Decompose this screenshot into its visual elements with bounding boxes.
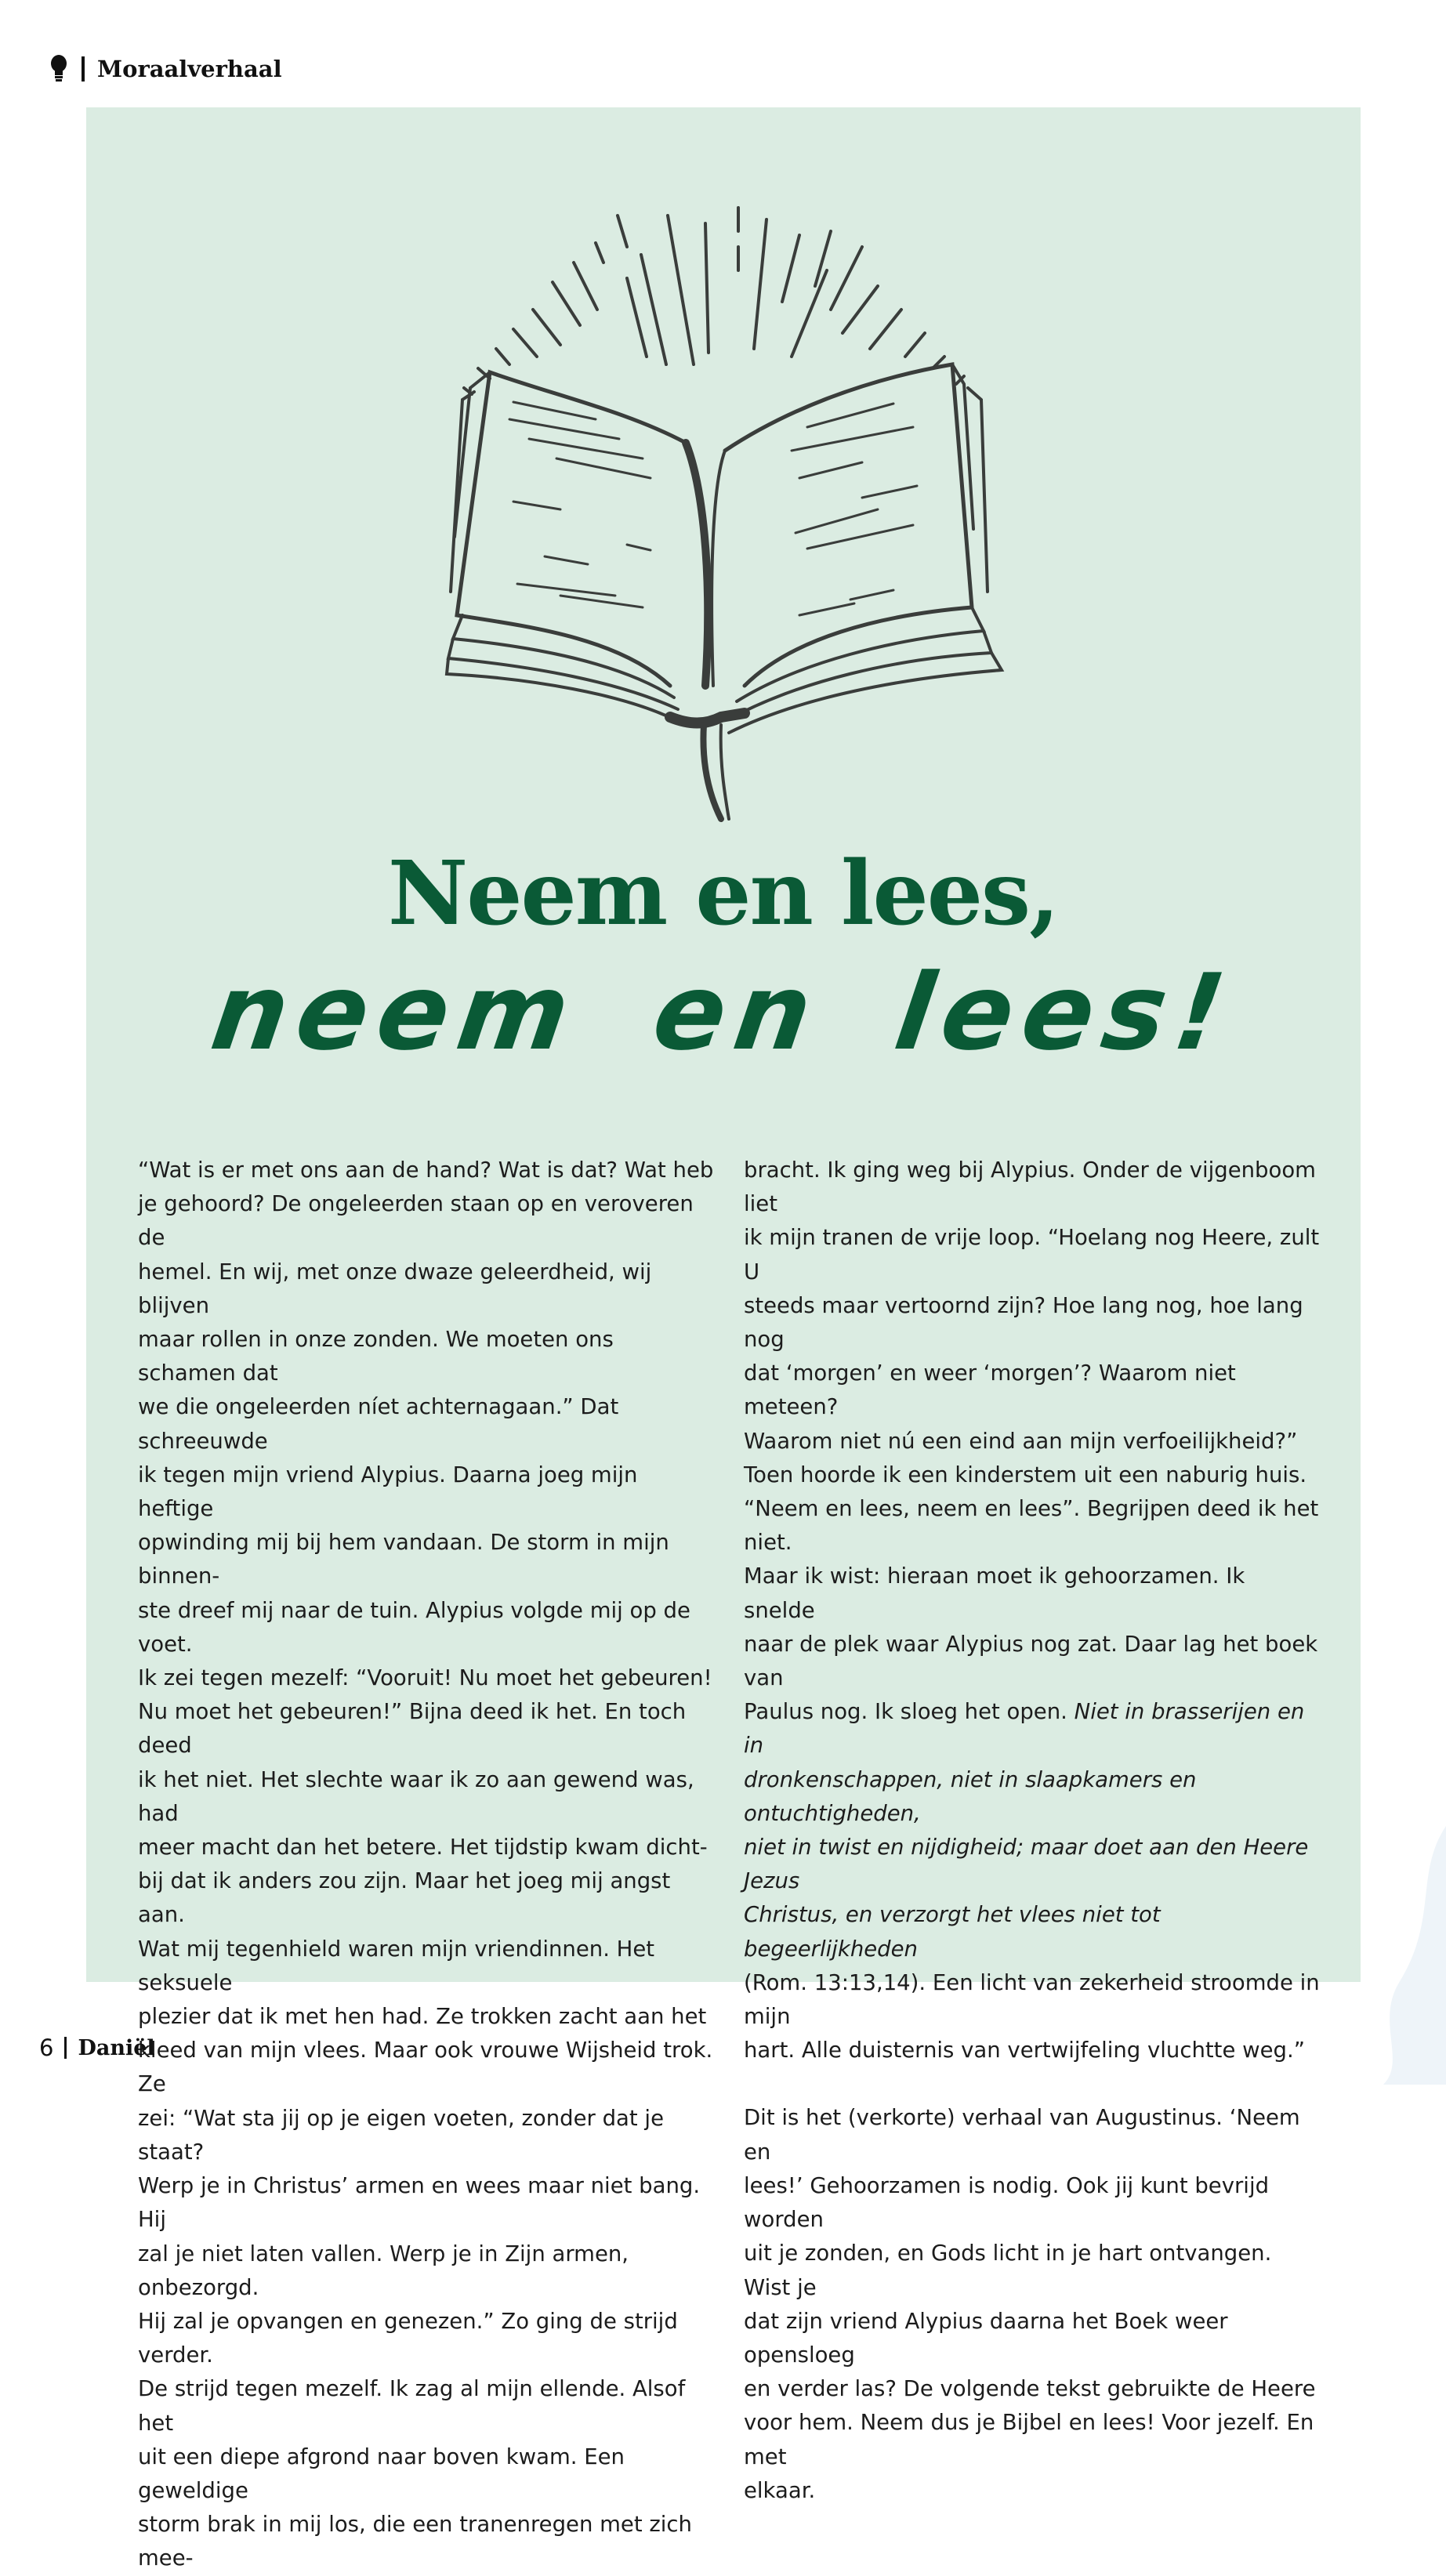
text-line: hemel. En wij, met onze dwaze geleerdheid, wij blijven — [138, 1259, 652, 1318]
text-line: Nu moet het gebeuren!” Bijna deed ik het. En toch deed — [138, 1699, 687, 1759]
text-line: Wat mij tegenhield waren mijn vriendinnen. Het seksuele — [138, 1936, 655, 1995]
text-line: Dit is het (verkorte) verhaal van Augustinus. ‘Neem en — [744, 2105, 1300, 2165]
text-line: plezier dat ik met hen had. Ze trokken zacht aan het — [138, 2004, 707, 2030]
scripture-quote: Niet in brasserijen en in — [744, 1699, 1305, 1759]
text-line: voor hem. Neem dus je Bijbel en lees! Voor jezelf. En met — [744, 2410, 1314, 2469]
text-line: dronkenschappen, niet in slaapkamers en ontuchtigheden, — [744, 1766, 1197, 1826]
text-line: (Rom. 13:13,14). Een licht van zekerheid stroomde in mijn — [744, 1969, 1320, 2030]
text-line: ste dreef mij naar de tuin. Alypius volgde mij op de voet. — [138, 1597, 690, 1657]
text-line: storm brak in mij los, die een tranenregen met zich mee- — [138, 2512, 692, 2571]
magazine-name: Daniël — [78, 2035, 155, 2060]
text-line: niet in twist en nijdigheid; maar doet aan den Heere Jezus — [744, 1835, 1309, 1894]
section-label: Moraalverhaal — [97, 56, 282, 82]
text-line: ik mijn tranen de vrije loop. “Hoelang nog Heere, zult U — [744, 1225, 1320, 1284]
lightbulb-icon — [50, 55, 67, 83]
text-line: zal je niet laten vallen. Werp je in Zijn armen, onbezorgd. — [138, 2241, 629, 2300]
text-line: uit je zonden, en Gods licht in je hart ontvangen. Wist je — [744, 2241, 1272, 2300]
text-line: uit een diepe afgrond naar boven kwam. Een geweldige — [138, 2444, 625, 2503]
text-line: Toen hoorde ik een kinderstem uit een naburig huis. — [744, 1462, 1307, 1487]
text-line: we die ongeleerden níet achternagaan.” Dat schreeuwde — [138, 1394, 619, 1454]
open-book-icon — [392, 200, 1058, 842]
text-line: maar rollen in onze zonden. We moeten ons schamen dat — [138, 1327, 614, 1386]
text-line: Werp je in Christus’ armen en wees maar niet bang. Hij — [138, 2173, 701, 2233]
text-line: De strijd tegen mezelf. Ik zag al mijn ellende. Alsof het — [138, 2376, 686, 2436]
headline: Neem en lees, — [387, 842, 1059, 945]
text-line: lees!’ Gehoorzamen is nodig. Ook jij kunt bevrijd worden — [744, 2172, 1270, 2233]
article-column-right — [744, 1154, 1320, 2508]
page-number: 6 — [39, 2034, 54, 2061]
article-column-left — [138, 1154, 714, 2576]
text-line — [744, 1695, 1320, 1763]
text-line: steeds maar vertoornd zijn? Hoe lang nog, hoe lang nog — [744, 1292, 1303, 1353]
headline-script: neem en lees! — [205, 951, 1241, 1074]
text-line: hart. Alle duisternis van vertwijfeling vluchtte weg.” — [744, 2038, 1305, 2063]
text-line: naar de plek waar Alypius nog zat. Daar lag het boek van — [744, 1631, 1318, 1691]
text-line: “Neem en lees, neem en lees”. Begrijpen deed ik het niet. — [744, 1496, 1319, 1556]
text-line: Maar ik wist: hieraan moet ik gehoorzamen. Ik snelde — [744, 1563, 1245, 1623]
text-line: elkaar. — [744, 2477, 816, 2503]
text-line: dat ‘morgen’ en weer ‘morgen’? Waarom niet meteen? — [744, 1360, 1236, 1420]
text-line: Waarom niet nú een eind aan mijn verfoeilijkheid?” — [744, 1428, 1298, 1454]
watercolor-decoration — [1352, 1826, 1446, 2085]
text-line: ik tegen mijn vriend Alypius. Daarna joeg mijn heftige — [138, 1462, 638, 1522]
text-line: dat zijn vriend Alypius daarna het Boek weer opensloeg — [744, 2308, 1228, 2368]
text-run: Paulus nog. Ik sloeg het open. — [744, 1699, 1075, 1725]
text-line: “Wat is er met ons aan de hand? Wat is dat? Wat heb — [138, 1158, 714, 1183]
footer-divider — [64, 2037, 67, 2059]
text-line: meer macht dan het betere. Het tijdstip kwam dicht- — [138, 1835, 708, 1860]
text-line: Ik zei tegen mezelf: “Vooruit! Nu moet het gebeuren! — [138, 1665, 712, 1691]
page-footer — [39, 2034, 155, 2061]
text-line: opwinding mij bij hem vandaan. De storm in mijn binnen- — [138, 1530, 669, 1589]
text-line: Hij zal je opvangen en genezen.” Zo ging de strijd verder. — [138, 2308, 678, 2368]
text-line: zei: “Wat sta jij op je eigen voeten, zonder dat je staat? — [138, 2105, 664, 2165]
text-line: je gehoord? De ongeleerden staan op en veroveren de — [138, 1191, 694, 1251]
text-line: ik het niet. Het slechte waar ik zo aan gewend was, had — [138, 1766, 694, 1826]
text-line: en verder las? De volgende tekst gebruikte de Heere — [744, 2376, 1316, 2402]
header-divider — [82, 56, 85, 82]
text-line: bracht. Ik ging weg bij Alypius. Onder de vijgenboom liet — [744, 1158, 1316, 1217]
text-line: bij dat ik anders zou zijn. Maar het joeg mij angst aan. — [138, 1868, 671, 1928]
text-line: kleed van mijn vlees. Maar ook vrouwe Wijsheid trok. Ze — [138, 2038, 713, 2097]
text-line: Christus, en verzorgt het vlees niet tot begeerlijkheden — [744, 1902, 1161, 1962]
page-header — [50, 52, 282, 86]
